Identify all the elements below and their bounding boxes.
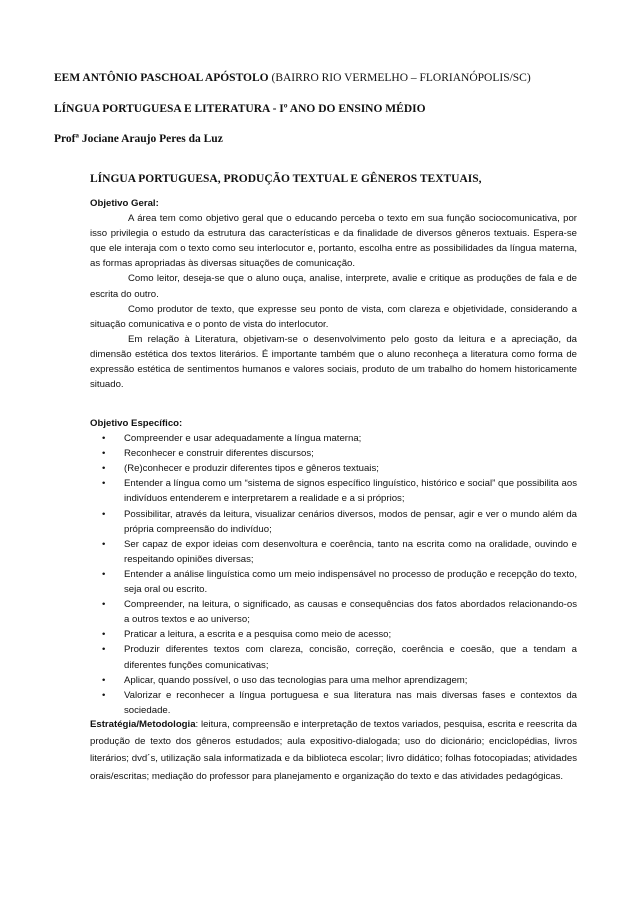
bullet-icon: •	[102, 644, 106, 656]
list-item-text: Reconhecer e construir diferentes discursos;	[124, 448, 314, 460]
estrategia-text: : leitura, compreensão e interpretação de textos variados, pesquisa, escrita e reescrita da produção de texto dos gêneros estudados; aula expositivo-dialogada; uso do dicionário; enciclopédias, livros literários; dvd´s, utilização sala informatizada e da biblioteca escolar; livro didático; folhas fotocopiadas; atividades orais/escritas; mediação do professor para planejamento e organização do texto e das atividades pedagógicas.	[90, 719, 577, 782]
bullet-icon: •	[102, 463, 106, 475]
objetivo-geral-paragraph: A área tem como objetivo geral que o educando perceba o texto em sua função sociocomunicativa, por isso privilegia o estudo da estrutura das características e da finalidade de diversos gêneros textuais. Espera-se que ele interaja com o texto como seu interlocutor e, portanto, escolha entre as possibilidades da língua materna, as formas apropriadas às diversas situações de comunicação.	[90, 213, 577, 270]
list-item-text: Praticar a leitura, a escrita e a pesquisa como meio de acesso;	[124, 629, 392, 641]
list-item	[102, 446, 577, 461]
estrategia-section	[90, 716, 577, 785]
list-item-text: Possibilitar, através da leitura, visualizar cenários diversos, modos de pensar, agir e ver o mundo além da própria compreensão do indivíduo;	[124, 508, 577, 535]
bullet-icon: •	[102, 599, 106, 611]
objetivo-geral-paragraph: Como leitor, deseja-se que o aluno ouça, analise, interprete, avalie e critique as produções de fala e de escrita do outro.	[90, 273, 577, 300]
list-item	[102, 507, 577, 537]
teacher-name: Profª Jociane Araujo Peres da Luz	[54, 133, 223, 145]
list-item	[102, 567, 577, 597]
list-item	[102, 597, 577, 627]
course-name: LÍNGUA PORTUGUESA E LITERATURA - Iº ANO DO ENSINO MÉDIO	[54, 103, 426, 115]
school-location: (BAIRRO RIO VERMELHO – FLORIANÓPOLIS/SC)	[271, 72, 531, 84]
list-item-text: Ser capaz de expor ideias com desenvoltura e coerência, tanto na escrita como na oralidade, ouvindo e respeitando opiniões diversas;	[124, 538, 577, 565]
list-item-text: Entender a língua como um “sistema de signos específico linguístico, histórico e social” que possibilita aos indivíduos entenderem e interpretarem a realidade e a si próprios;	[124, 478, 577, 505]
document-title: LÍNGUA PORTUGUESA, PRODUÇÃO TEXTUAL E GÊNEROS TEXTUAIS,	[90, 173, 482, 185]
bullet-icon: •	[102, 433, 106, 445]
list-item-text: Entender a análise linguística como um meio indispensável no processo de produção e recepção do texto, seja oral ou escrito.	[124, 568, 577, 596]
bullet-icon: •	[102, 508, 106, 520]
objetivo-especifico-list	[90, 431, 577, 718]
objetivo-especifico-section	[90, 416, 577, 718]
school-header	[54, 72, 531, 84]
list-item	[102, 537, 577, 567]
objetivo-geral-paragraph: Em relação à Literatura, objetivam-se o desenvolvimento pelo gosto da leitura e a apreciação, da dimensão estética dos textos literários. É importante também que o aluno reconheça a literatura como forma de expressão estética de sentimentos humanos e valores sociais, produto de um trabalho do homem historicamente situado.	[90, 333, 577, 391]
bullet-icon: •	[102, 478, 106, 490]
objetivo-geral-label: Objetivo Geral:	[90, 198, 159, 209]
list-item-text: Compreender, na leitura, o significado, as causas e consequências dos fatos abordados relacionando-os a outros textos e ao universo;	[124, 599, 577, 626]
bullet-icon: •	[102, 568, 106, 580]
list-item-text: (Re)conhecer e produzir diferentes tipos e gêneros textuais;	[124, 463, 379, 475]
bullet-icon: •	[102, 674, 106, 686]
school-name: EEM ANTÔNIO PASCHOAL APÓSTOLO	[54, 72, 269, 84]
estrategia-label: Estratégia/Metodologia	[90, 719, 196, 730]
objetivo-geral-section	[90, 196, 577, 392]
objetivo-geral-paragraph: Como produtor de texto, que expresse seu ponto de vista, com clareza e objetividade, considerando a situação comunicativa e o ponto de vista do interlocutor.	[90, 303, 577, 330]
course-header	[54, 103, 426, 115]
bullet-icon: •	[102, 538, 106, 550]
list-item-text: Produzir diferentes textos com clareza, concisão, correção, coerência e coesão, que a tendam a diferentes funções comunicativas;	[124, 644, 577, 671]
bullet-icon: •	[102, 629, 106, 641]
list-item	[102, 688, 577, 718]
estrategia-paragraph	[90, 716, 577, 785]
list-item	[102, 431, 577, 446]
bullet-icon: •	[102, 448, 106, 460]
list-item	[102, 627, 577, 642]
list-item-text: Aplicar, quando possível, o uso das tecnologias para uma melhor aprendizagem;	[124, 674, 468, 686]
objetivo-especifico-label: Objetivo Específico:	[90, 418, 183, 429]
bullet-icon: •	[102, 689, 106, 701]
list-item-text: Compreender e usar adequadamente a língua materna;	[124, 433, 362, 445]
list-item	[102, 461, 577, 476]
list-item	[102, 476, 577, 506]
list-item	[102, 642, 577, 672]
list-item	[102, 673, 577, 688]
list-item-text: Valorizar e reconhecer a língua portuguesa e sua literatura nas mais diversas fases e contextos da sociedade.	[124, 689, 577, 716]
teacher-header	[54, 133, 223, 145]
